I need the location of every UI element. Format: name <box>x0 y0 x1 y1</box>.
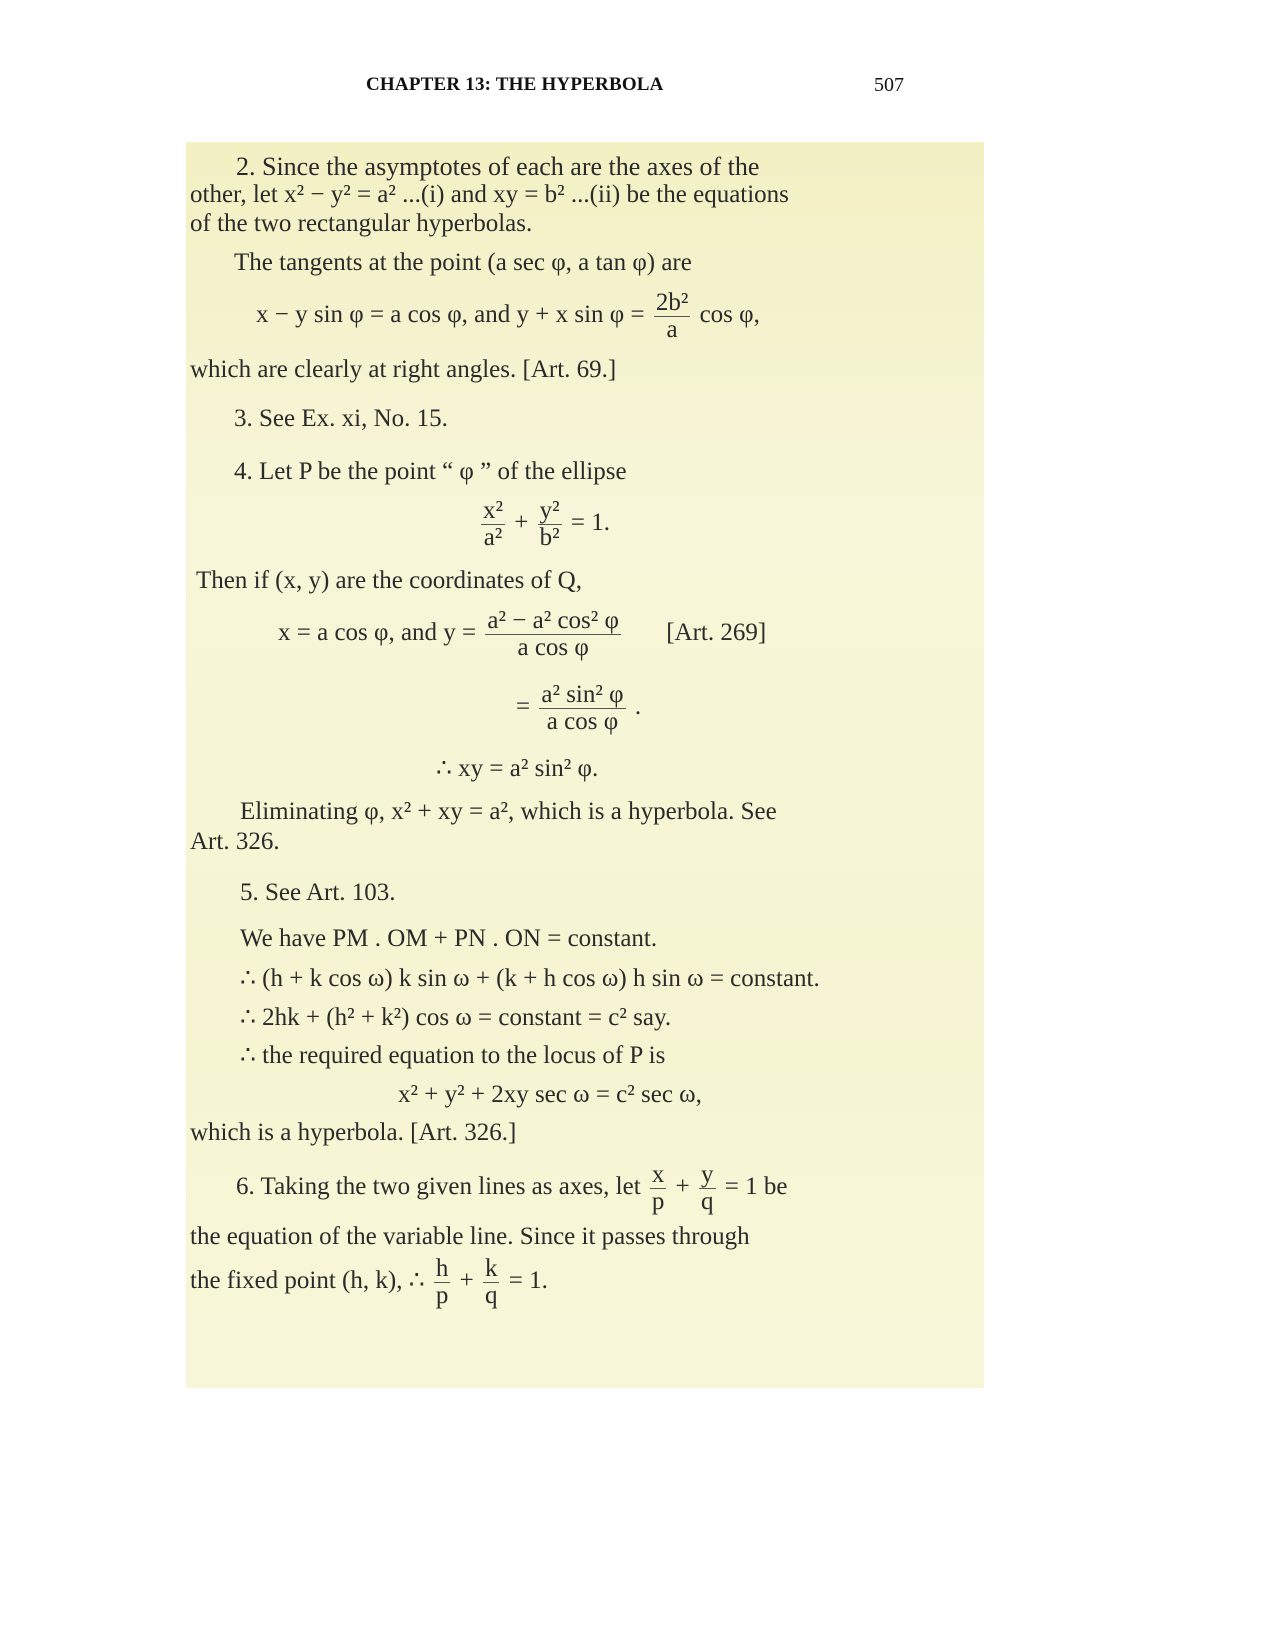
denominator: a <box>654 316 691 343</box>
numerator: k <box>484 1255 498 1282</box>
denominator: p <box>651 1188 665 1215</box>
equation-ellipse <box>478 498 610 551</box>
text-line: 4. Let P be the point “ φ ” of the ellipse <box>234 458 627 485</box>
numerator: y <box>701 1161 714 1188</box>
chapter-title: CHAPTER 13: THE HYPERBOLA <box>366 74 664 95</box>
equation-result: ∴ xy = a² sin² φ. <box>436 755 599 782</box>
scanned-page-image <box>186 142 984 1388</box>
fraction <box>483 1256 500 1309</box>
numerator: x² <box>483 497 503 524</box>
text-line: 5. See Art. 103. <box>240 879 396 906</box>
equals-sign: = <box>516 693 531 721</box>
fraction <box>650 1162 667 1215</box>
denominator: q <box>484 1282 498 1309</box>
text-right: = 1 be <box>724 1173 788 1201</box>
text-line: other, let x² − y² = a² ...(i) and xy = b² ...(ii) be the equations <box>190 181 789 208</box>
period: . <box>634 693 642 721</box>
numerator: a² − a² cos² φ <box>487 607 619 634</box>
equation-simplified <box>516 682 641 735</box>
text-line: The tangents at the point (a sec φ, a tan φ) are <box>234 249 692 276</box>
denominator: q <box>701 1188 714 1215</box>
numerator: x <box>651 1161 665 1188</box>
text-line: which are clearly at right angles. [Art. 69.] <box>190 356 617 383</box>
fraction <box>434 1256 451 1309</box>
text-left: 6. Taking the two given lines as axes, let <box>236 1173 641 1201</box>
numerator: 2b² <box>655 289 689 316</box>
text-line: Eliminating φ, x² + xy = a², which is a hyperbola. See <box>240 798 777 825</box>
equation-locus: x² + y² + 2xy sec ω = c² sec ω, <box>398 1081 702 1108</box>
text-line: 2. Since the asymptotes of each are the axes of the <box>236 152 760 181</box>
denominator: a² <box>481 524 505 551</box>
text-line-with-fraction <box>190 1256 548 1309</box>
denominator: p <box>435 1282 449 1309</box>
text-line: ∴ the required equation to the locus of P is <box>240 1042 666 1069</box>
numerator: y² <box>539 497 560 524</box>
plus-sign: + <box>514 509 529 537</box>
text-line: We have PM . OM + PN . ON = constant. <box>240 925 658 952</box>
text-line: the equation of the variable line. Since it passes through <box>190 1223 750 1250</box>
equation-coordinates <box>278 608 766 661</box>
plus-sign: + <box>675 1173 690 1201</box>
fraction <box>481 498 505 551</box>
text-line: of the two rectangular hyperbolas. <box>190 210 533 237</box>
denominator: b² <box>539 524 560 551</box>
fraction <box>485 608 621 661</box>
numerator: a² sin² φ <box>541 681 624 708</box>
text-line: Art. 326. <box>190 828 280 855</box>
equation-right: = 1. <box>570 509 610 537</box>
equation-left: x − y sin φ = a cos φ, and y + x sin φ = <box>256 301 645 329</box>
equation-tangents <box>256 290 760 343</box>
plus-sign: + <box>459 1267 474 1295</box>
text-line: which is a hyperbola. [Art. 326.] <box>190 1119 517 1146</box>
denominator: a cos φ <box>485 634 621 661</box>
article-reference: [Art. 269] <box>666 619 767 647</box>
text-right: = 1. <box>508 1267 548 1295</box>
text-line-with-fraction <box>236 1162 787 1215</box>
numerator: h <box>435 1255 449 1282</box>
page-number: 507 <box>874 74 904 96</box>
fraction <box>539 682 625 735</box>
text-line: 3. See Ex. xi, No. 15. <box>234 405 448 432</box>
fraction <box>699 1162 716 1215</box>
denominator: a cos φ <box>539 708 625 735</box>
text-line: Then if (x, y) are the coordinates of Q, <box>196 567 582 594</box>
text-line: ∴ 2hk + (h² + k²) cos ω = constant = c² say. <box>240 1004 672 1031</box>
equation-left: x = a cos φ, and y = <box>278 619 477 647</box>
equation-right: cos φ, <box>699 301 760 329</box>
page-header <box>0 74 1275 104</box>
text-left: the fixed point (h, k), ∴ <box>190 1267 425 1295</box>
fraction <box>538 498 562 551</box>
fraction <box>654 290 691 343</box>
text-line: ∴ (h + k cos ω) k sin ω + (k + h cos ω) h sin ω = constant. <box>240 965 820 992</box>
